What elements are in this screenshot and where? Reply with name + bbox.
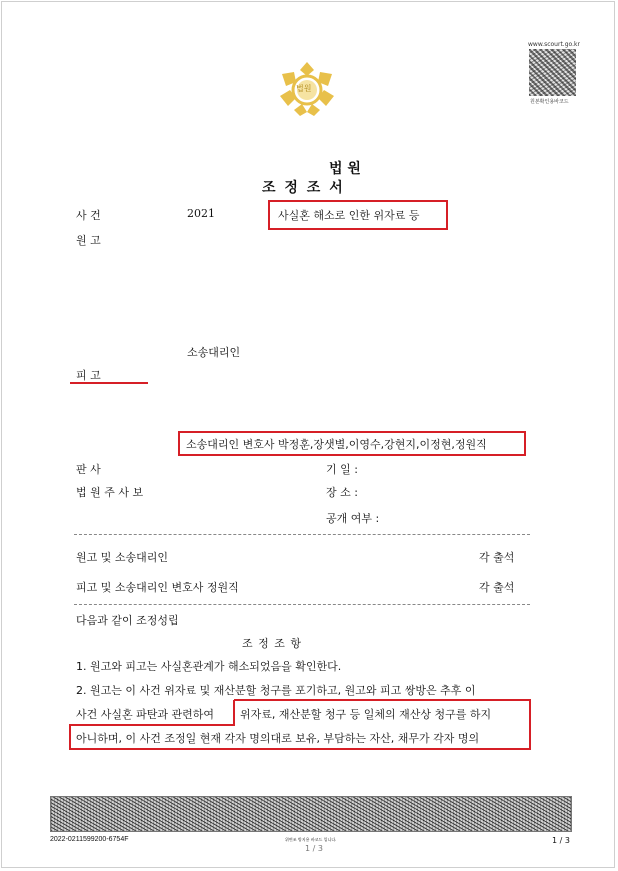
plaintiff-label: 원 고 — [76, 234, 101, 247]
site-url: www.scourt.go.kr — [528, 41, 580, 48]
case-label: 사 건 — [76, 209, 101, 222]
attendance-party: 원고 및 소송대리인 — [76, 551, 169, 564]
clause-1: 1. 원고와 피고는 사실혼관계가 해소되었음을 확인한다. — [76, 660, 342, 673]
clause-2-line-2a: 사건 사실혼 파탄과 관련하여 — [76, 708, 215, 721]
clause-2-line-3: 아니하며, 이 사건 조정일 현재 각자 명의대로 보유, 부담하는 자산, 채무가 각자 명의 — [76, 732, 480, 745]
page-number: 1 / 3 — [552, 836, 570, 845]
anti-forgery-barcode-icon — [50, 796, 572, 832]
page-number-center: 1 / 3 — [305, 844, 323, 853]
defendant-agent: 소송대리인 변호사 박정훈,장샛별,이영수,강현지,이정현,정원직 — [186, 438, 487, 451]
judge-label: 판 사 — [76, 463, 101, 476]
section-title: 조 정 조 항 — [242, 637, 302, 650]
clerk-label: 법 원 주 사 보 — [76, 486, 144, 499]
emblem-label: 법원 — [296, 84, 312, 93]
qr-caption: 원본확인용바코드 — [530, 99, 569, 105]
public-label: 공개 여부 : — [326, 512, 380, 525]
date-label: 기 일 : — [326, 463, 358, 476]
place-label: 장 소 : — [326, 486, 358, 499]
clause-2-line-1: 2. 원고는 이 사건 위자료 및 재산분할 청구를 포기하고, 원고와 피고 쌍방은 추후 이 — [76, 684, 476, 697]
barcode-notice: 위변조 방지용 바코드 입니다. — [285, 837, 337, 842]
attendance-status: 각 출석 — [479, 581, 515, 594]
document-title: 조 정 조 서 — [262, 180, 345, 196]
attendance-party: 피고 및 소송대리인 변호사 정원직 — [76, 581, 239, 594]
case-name: 사실혼 해소로 인한 위자료 등 — [278, 209, 420, 222]
intro-text: 다음과 같이 조정성립 — [76, 614, 179, 627]
document-id: 2022-0211599200-6754F — [50, 836, 129, 843]
plaintiff-agent-label: 소송대리인 — [187, 346, 241, 359]
attendance-status: 각 출석 — [479, 551, 515, 564]
case-number: 2021 — [187, 207, 215, 220]
defendant-label: 피 고 — [76, 369, 101, 382]
court-title: 법 원 — [329, 161, 361, 177]
clause-2-line-2b: 위자료, 재산분할 청구 등 일체의 재산상 청구를 하지 — [240, 708, 492, 721]
